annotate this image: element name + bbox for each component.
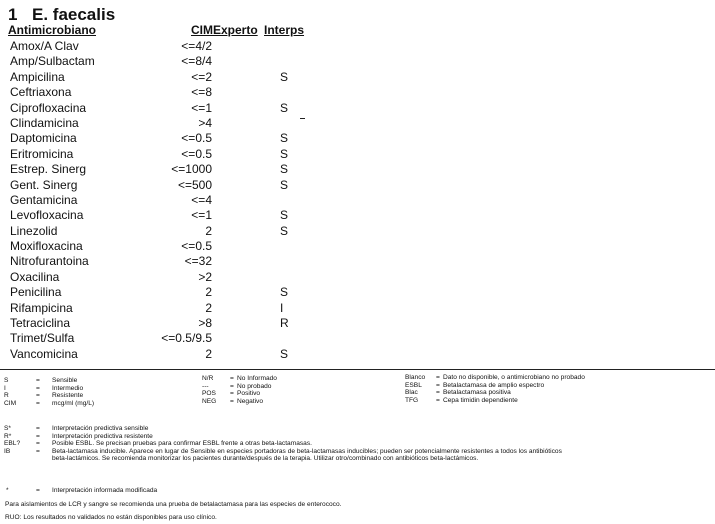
table-row — [0, 162, 400, 177]
table-row — [0, 224, 400, 239]
antimicrobial-name: Daptomicina — [10, 131, 77, 146]
table-row — [0, 301, 400, 316]
antimicrobial-name: Penicilina — [10, 285, 62, 300]
cim-value: <=0.5/9.5 — [161, 331, 212, 346]
interp-value: S — [280, 146, 289, 161]
legend-item: I = Intermedio — [4, 384, 84, 392]
antimicrobial-name: Clindamicina — [10, 115, 79, 130]
antimicrobial-name: Tetraciclina — [10, 316, 71, 331]
cim-value: 2 — [205, 223, 212, 238]
table-row — [0, 208, 400, 223]
legend-item: TFG = Cepa timidin dependiente — [405, 396, 518, 404]
legend-item: Blanco = Dato no disponible, o antimicrobiano no probado — [405, 374, 585, 381]
cim-value: <=0.5 — [181, 146, 212, 161]
cim-value: <=32 — [184, 254, 212, 269]
antimicrobial-name: Eritromicina — [10, 146, 74, 161]
organism-title — [8, 5, 115, 25]
cim-value: <=4 — [191, 192, 212, 207]
cim-value: >2 — [198, 269, 212, 284]
antimicrobial-name: Nitrofurantoina — [10, 254, 89, 269]
table-row — [0, 147, 400, 162]
antimicrobial-name: Ceftriaxona — [10, 85, 72, 100]
header-cim: CIM — [191, 23, 213, 37]
legend-item: IB = Beta-lactamasa inducible. Aparece en lugar de Sensible en especies portadoras de beta-lactamasas inducibles; pueden ser potencialmente resistentes a todos los antibióticos — [4, 447, 562, 455]
legend-item: beta-lactámicos. Se recomienda monitorizar los pacientes durante/después de la terapia. Utilizar otro/combinado con antibióticos beta-lactámicos. — [52, 455, 479, 463]
table-row — [0, 285, 400, 300]
header-expert: Experto — [213, 23, 258, 37]
legend-block — [0, 375, 715, 407]
interp-value: I — [280, 300, 284, 315]
lcr-note: Para aislamientos de LCR y sangre se recomienda una prueba de betalactamasa para las especies de enterococo. — [5, 501, 342, 508]
table-row — [0, 239, 400, 254]
divider — [0, 369, 715, 370]
interp-value: S — [280, 346, 289, 361]
header-interp: Interps — [264, 23, 305, 37]
antimicrobial-name: Ciprofloxacina — [10, 100, 87, 115]
cim-value: >8 — [198, 316, 212, 331]
legend-item: CIM = mcg/ml (mg/L) — [4, 399, 95, 407]
isolate-number: 1 — [8, 5, 18, 24]
cim-value: <=0.5 — [181, 131, 212, 146]
antimicrobial-name: Estrep. Sinerg — [10, 162, 87, 177]
antimicrobial-name: Gent. Sinerg — [10, 177, 78, 192]
organism-name: E. faecalis — [32, 5, 116, 24]
table-row — [0, 85, 400, 100]
table-row — [0, 70, 400, 85]
interp-value: S — [280, 100, 289, 115]
table-row — [0, 54, 400, 69]
legend-item: S = Sensible — [4, 377, 78, 384]
cim-value: 2 — [205, 346, 212, 361]
antimicrobial-name: Ampicilina — [10, 69, 65, 84]
interp-value: S — [280, 208, 289, 223]
cim-value: 2 — [205, 300, 212, 315]
cim-value: <=1000 — [171, 162, 212, 177]
ruo-note: RUO: Los resultados no validados no están disponibles para uso clínico. — [5, 514, 217, 521]
cim-value: <=2 — [191, 69, 212, 84]
interp-value: S — [280, 223, 289, 238]
legend-item: S* = Interpretación predictiva sensible — [4, 425, 149, 432]
table-row — [0, 101, 400, 116]
table-row — [0, 39, 400, 54]
legend-modified — [0, 487, 715, 495]
cim-value: <=4/2 — [181, 39, 212, 53]
header-antimicrobial: Antimicrobiano — [8, 23, 97, 37]
table-row — [0, 270, 400, 285]
legend-item: EBL? = Posible ESBL. Se precisan pruebas para confirmar ESBL frente a otras beta-lactamasas. — [4, 440, 312, 448]
antimicrobial-name: Amp/Sulbactam — [10, 54, 95, 69]
cim-value: <=0.5 — [181, 239, 212, 254]
antimicrobial-name: Gentamicina — [10, 192, 78, 207]
table-row — [0, 131, 400, 146]
cim-value: <=500 — [177, 177, 212, 192]
table-row — [0, 178, 400, 193]
legend-item: R* = Interpretación predictiva resistente — [4, 432, 153, 440]
legend-definitions — [0, 425, 715, 471]
legend-item: N/R = No Informado — [202, 375, 277, 382]
antimicrobial-name: Vancomicina — [10, 346, 78, 361]
antimicrobial-name: Moxifloxacina — [10, 239, 83, 254]
interp-value: R — [280, 316, 289, 331]
cim-value: <=8 — [191, 85, 212, 100]
antimicrobial-name: Linezolid — [10, 223, 58, 238]
legend-item: * = Interpretación informada modificada — [6, 487, 158, 494]
legend-item: --- = No probado — [202, 382, 272, 390]
legend-item: NEG = Negativo — [202, 397, 264, 405]
interp-value: S — [280, 162, 289, 177]
cim-value: 2 — [205, 285, 212, 300]
legend-item: POS = Positivo — [202, 390, 261, 398]
legend-item: R = Resistente — [4, 392, 84, 400]
antimicrobial-name: Oxacilina — [10, 269, 60, 284]
cim-value: >4 — [198, 115, 212, 130]
interp-value: S — [280, 177, 289, 192]
table-row — [0, 316, 400, 331]
table-row — [0, 193, 400, 208]
table-row — [0, 116, 400, 131]
legend-item: Blac = Betalactamasa positiva — [405, 389, 511, 397]
table-row — [0, 254, 400, 269]
antimicrobial-name: Levofloxacina — [10, 208, 84, 223]
legend-item: ESBL = Betalactamasa de amplio espectro — [405, 381, 545, 389]
interp-value: S — [280, 69, 289, 84]
interp-value: S — [280, 285, 289, 300]
dash-mark — [300, 118, 305, 119]
antimicrobial-name: Amox/A Clav — [10, 39, 79, 53]
antimicrobial-name: Trimet/Sulfa — [10, 331, 75, 346]
cim-value: <=1 — [191, 100, 212, 115]
cim-value: <=1 — [191, 208, 212, 223]
interp-value: S — [280, 131, 289, 146]
susceptibility-table — [0, 39, 400, 362]
table-row — [0, 347, 400, 362]
cim-value: <=8/4 — [181, 54, 212, 69]
table-row — [0, 331, 400, 346]
antimicrobial-name: Rifampicina — [10, 300, 73, 315]
